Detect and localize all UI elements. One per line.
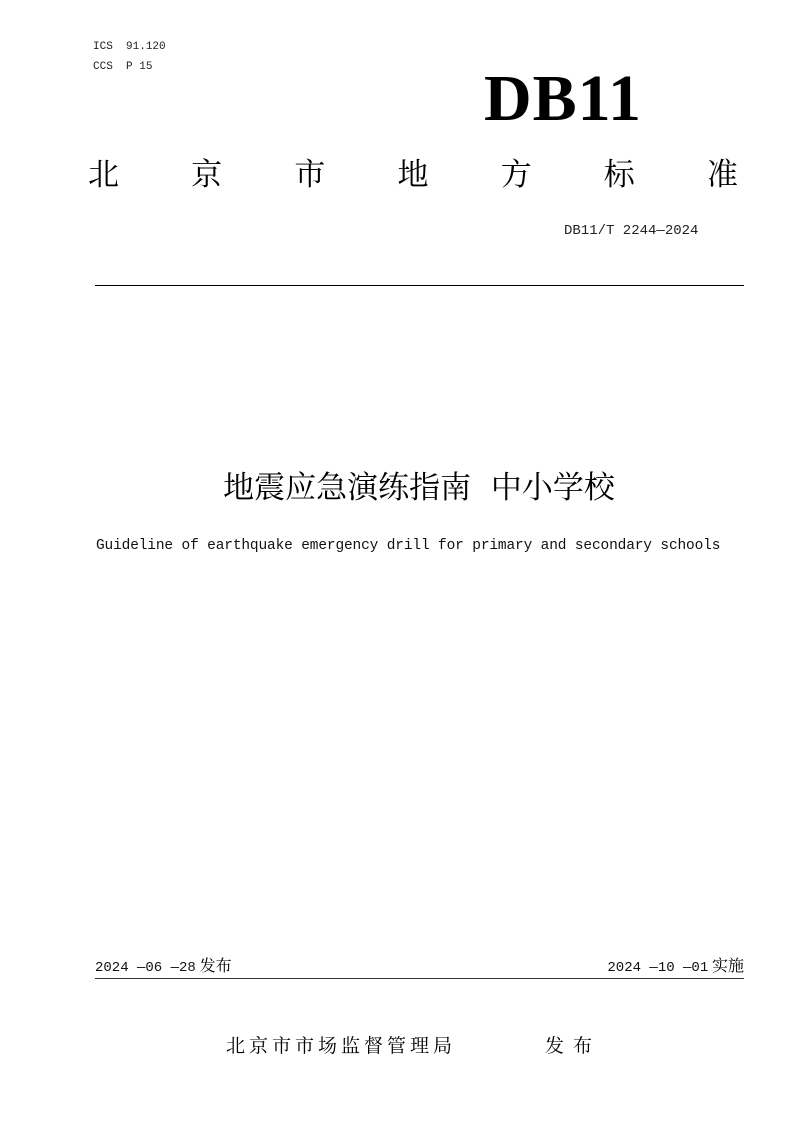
publisher-name: 北京市市场监督管理局	[226, 1035, 457, 1057]
ccs-value: P 15	[126, 61, 153, 73]
ics-value: 91.120	[126, 41, 166, 53]
implementation-date-value: 2024 —10 —01	[607, 960, 709, 976]
document-title-chinese: 地震应急演练指南 中小学校	[223, 470, 615, 506]
issue-date-label: 发布	[199, 956, 232, 975]
publish-label: 发布	[545, 1035, 602, 1057]
standard-number: DB11/T 2244—2024	[564, 223, 699, 239]
db11-logo: DB11	[484, 62, 643, 135]
standard-type-char: 标	[603, 157, 635, 193]
implementation-date	[607, 955, 744, 979]
standard-type-char: 北	[88, 157, 119, 193]
standard-type-char: 市	[294, 157, 326, 193]
bottom-divider	[95, 978, 744, 979]
standard-type-heading	[88, 155, 738, 195]
ccs-code	[93, 60, 152, 75]
ics-code	[93, 40, 166, 55]
standard-type-char: 方	[500, 157, 532, 193]
document-title-english: Guideline of earthquake emergency drill for primary and secondary schools	[96, 538, 721, 554]
ccs-label: CCS	[93, 61, 113, 73]
standard-type-char: 京	[191, 157, 223, 193]
top-divider	[95, 285, 744, 286]
issue-date-value: 2024 —06 —28	[95, 960, 196, 976]
issue-date	[95, 955, 232, 979]
standard-type-char: 地	[397, 157, 429, 193]
implementation-date-label: 实施	[711, 956, 744, 975]
ics-label: ICS	[93, 41, 113, 53]
standard-type-char: 准	[706, 157, 738, 193]
